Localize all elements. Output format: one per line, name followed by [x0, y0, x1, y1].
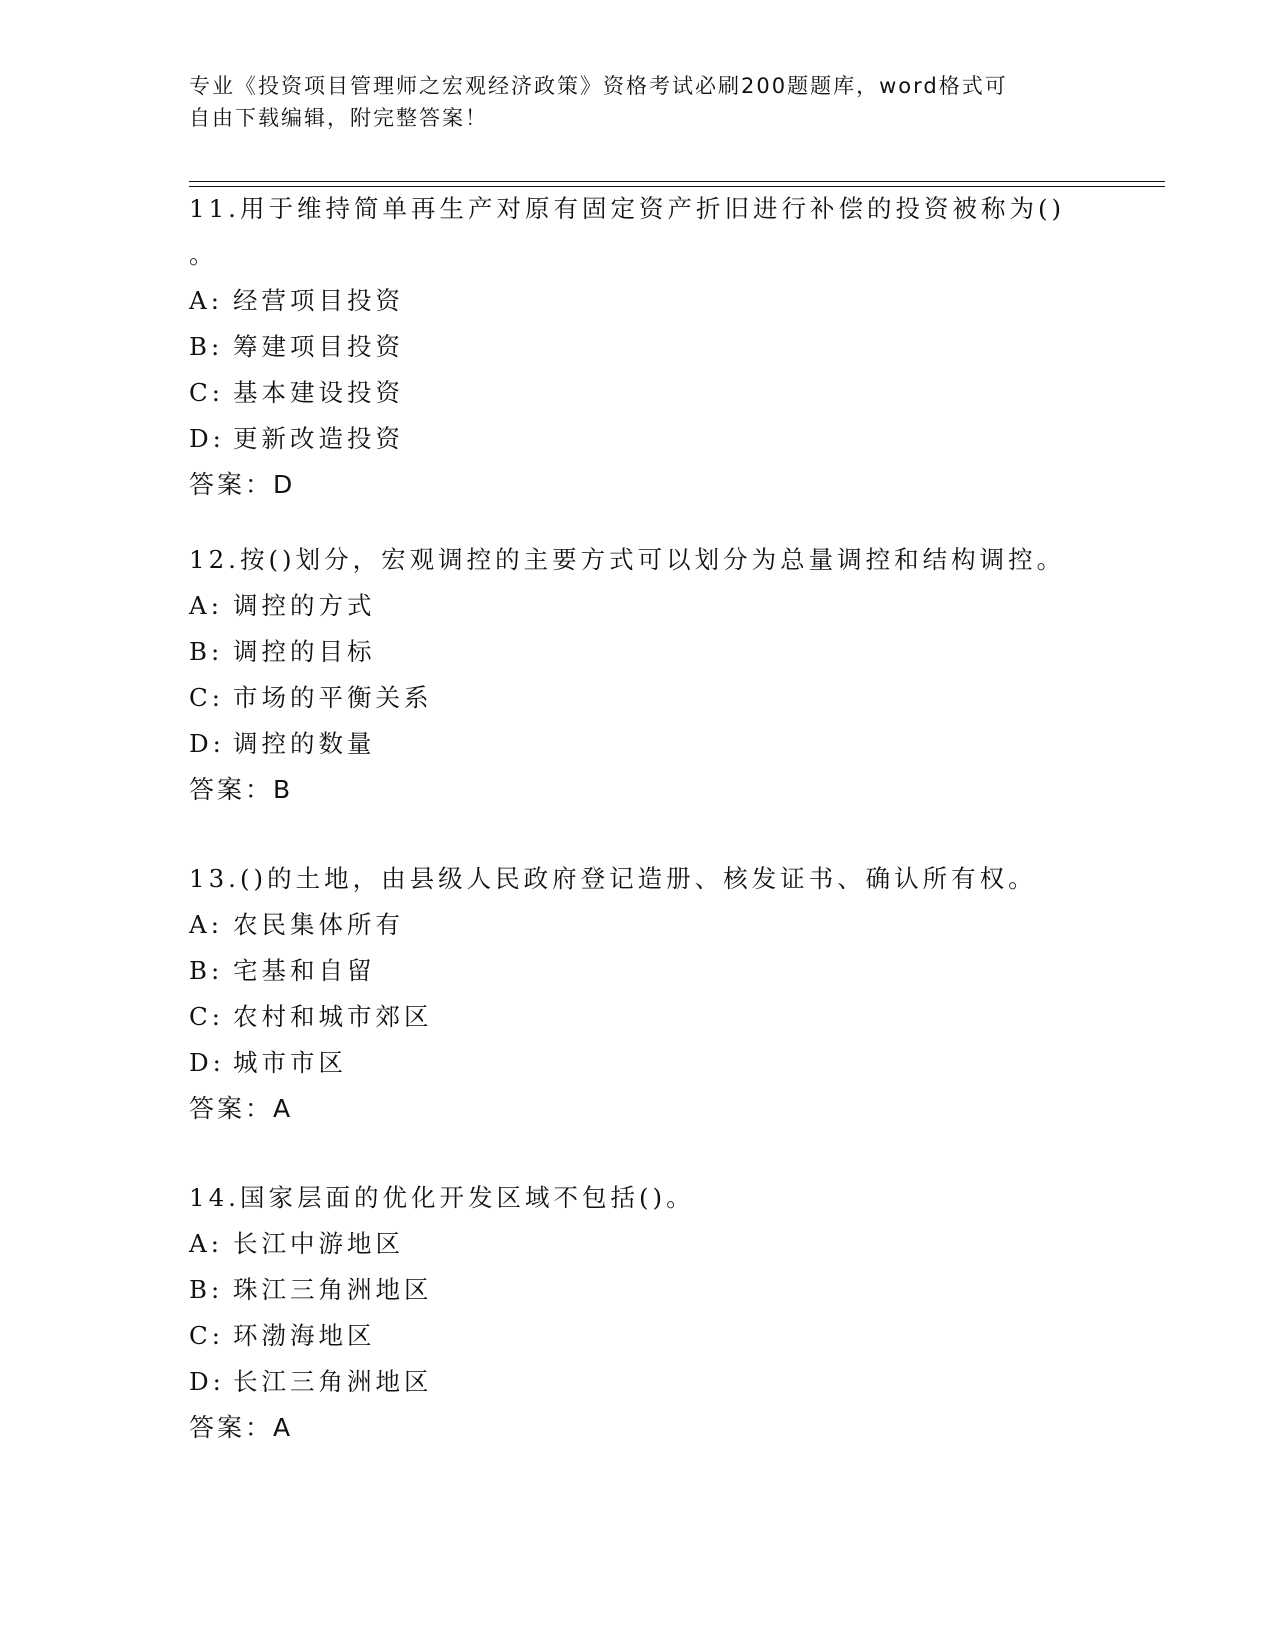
option-text: 长江中游地区: [233, 1229, 404, 1258]
option-b: [189, 629, 1149, 675]
answer-line: 答案：A: [189, 1413, 294, 1442]
option-key: C:: [189, 683, 225, 712]
option-text: 农村和城市郊区: [233, 1002, 433, 1031]
option-a: [189, 902, 1149, 948]
header-line-2: 自由下载编辑，附完整答案！: [189, 106, 488, 130]
option-key: A:: [189, 591, 223, 620]
option-d: [189, 416, 1149, 462]
answer-line: 答案：A: [189, 1094, 294, 1123]
option-key: B:: [189, 1275, 224, 1304]
question-11: [189, 186, 1149, 508]
question-13: [189, 856, 1149, 1132]
option-key: C:: [189, 1002, 225, 1031]
option-text: 调控的目标: [233, 637, 376, 666]
option-text: 更新改造投资: [233, 424, 404, 453]
option-key: D:: [189, 1048, 225, 1077]
option-b: [189, 948, 1149, 994]
option-text: 筹建项目投资: [233, 332, 404, 361]
answer-line: 答案：D: [189, 470, 296, 499]
question-stem: 11.用于维持简单再生产对原有固定资产折旧进行补偿的投资被称为(): [189, 194, 1066, 223]
question-14: [189, 1175, 1149, 1451]
option-text: 调控的方式: [233, 591, 376, 620]
option-text: 长江三角洲地区: [233, 1367, 433, 1396]
option-text: 宅基和自留: [233, 956, 376, 985]
option-key: C:: [189, 378, 225, 407]
option-key: A:: [189, 1229, 223, 1258]
option-c: [189, 370, 1149, 416]
option-text: 基本建设投资: [233, 378, 404, 407]
answer-line: 答案：B: [189, 775, 294, 804]
question-stem: 14.国家层面的优化开发区域不包括()。: [189, 1183, 695, 1212]
option-text: 农民集体所有: [233, 910, 404, 939]
option-text: 环渤海地区: [233, 1321, 376, 1350]
option-c: [189, 675, 1149, 721]
option-key: C:: [189, 1321, 225, 1350]
option-a: [189, 278, 1149, 324]
header-divider-thick: [189, 181, 1165, 182]
option-key: D:: [189, 729, 225, 758]
option-text: 市场的平衡关系: [233, 683, 433, 712]
option-b: [189, 324, 1149, 370]
header-line-1: 专业《投资项目管理师之宏观经济政策》资格考试必刷200题题库，word格式可: [189, 74, 1008, 98]
option-key: A:: [189, 286, 223, 315]
option-d: [189, 721, 1149, 767]
document-header: [189, 70, 1089, 134]
option-key: A:: [189, 910, 223, 939]
question-stem: 12.按()划分，宏观调控的主要方式可以划分为总量调控和结构调控。: [189, 545, 1066, 574]
option-key: B:: [189, 956, 224, 985]
option-c: [189, 1313, 1149, 1359]
option-d: [189, 1359, 1149, 1405]
option-a: [189, 1221, 1149, 1267]
question-12: [189, 537, 1149, 813]
option-c: [189, 994, 1149, 1040]
option-text: 调控的数量: [233, 729, 376, 758]
option-text: 城市市区: [233, 1048, 347, 1077]
option-key: B:: [189, 332, 224, 361]
option-key: D:: [189, 424, 225, 453]
option-key: D:: [189, 1367, 225, 1396]
option-text: 经营项目投资: [233, 286, 404, 315]
option-b: [189, 1267, 1149, 1313]
question-stem: 13.()的土地，由县级人民政府登记造册、核发证书、确认所有权。: [189, 864, 1037, 893]
option-text: 珠江三角洲地区: [233, 1275, 433, 1304]
option-d: [189, 1040, 1149, 1086]
option-key: B:: [189, 637, 224, 666]
option-a: [189, 583, 1149, 629]
question-stem-continued: 。: [189, 240, 218, 269]
